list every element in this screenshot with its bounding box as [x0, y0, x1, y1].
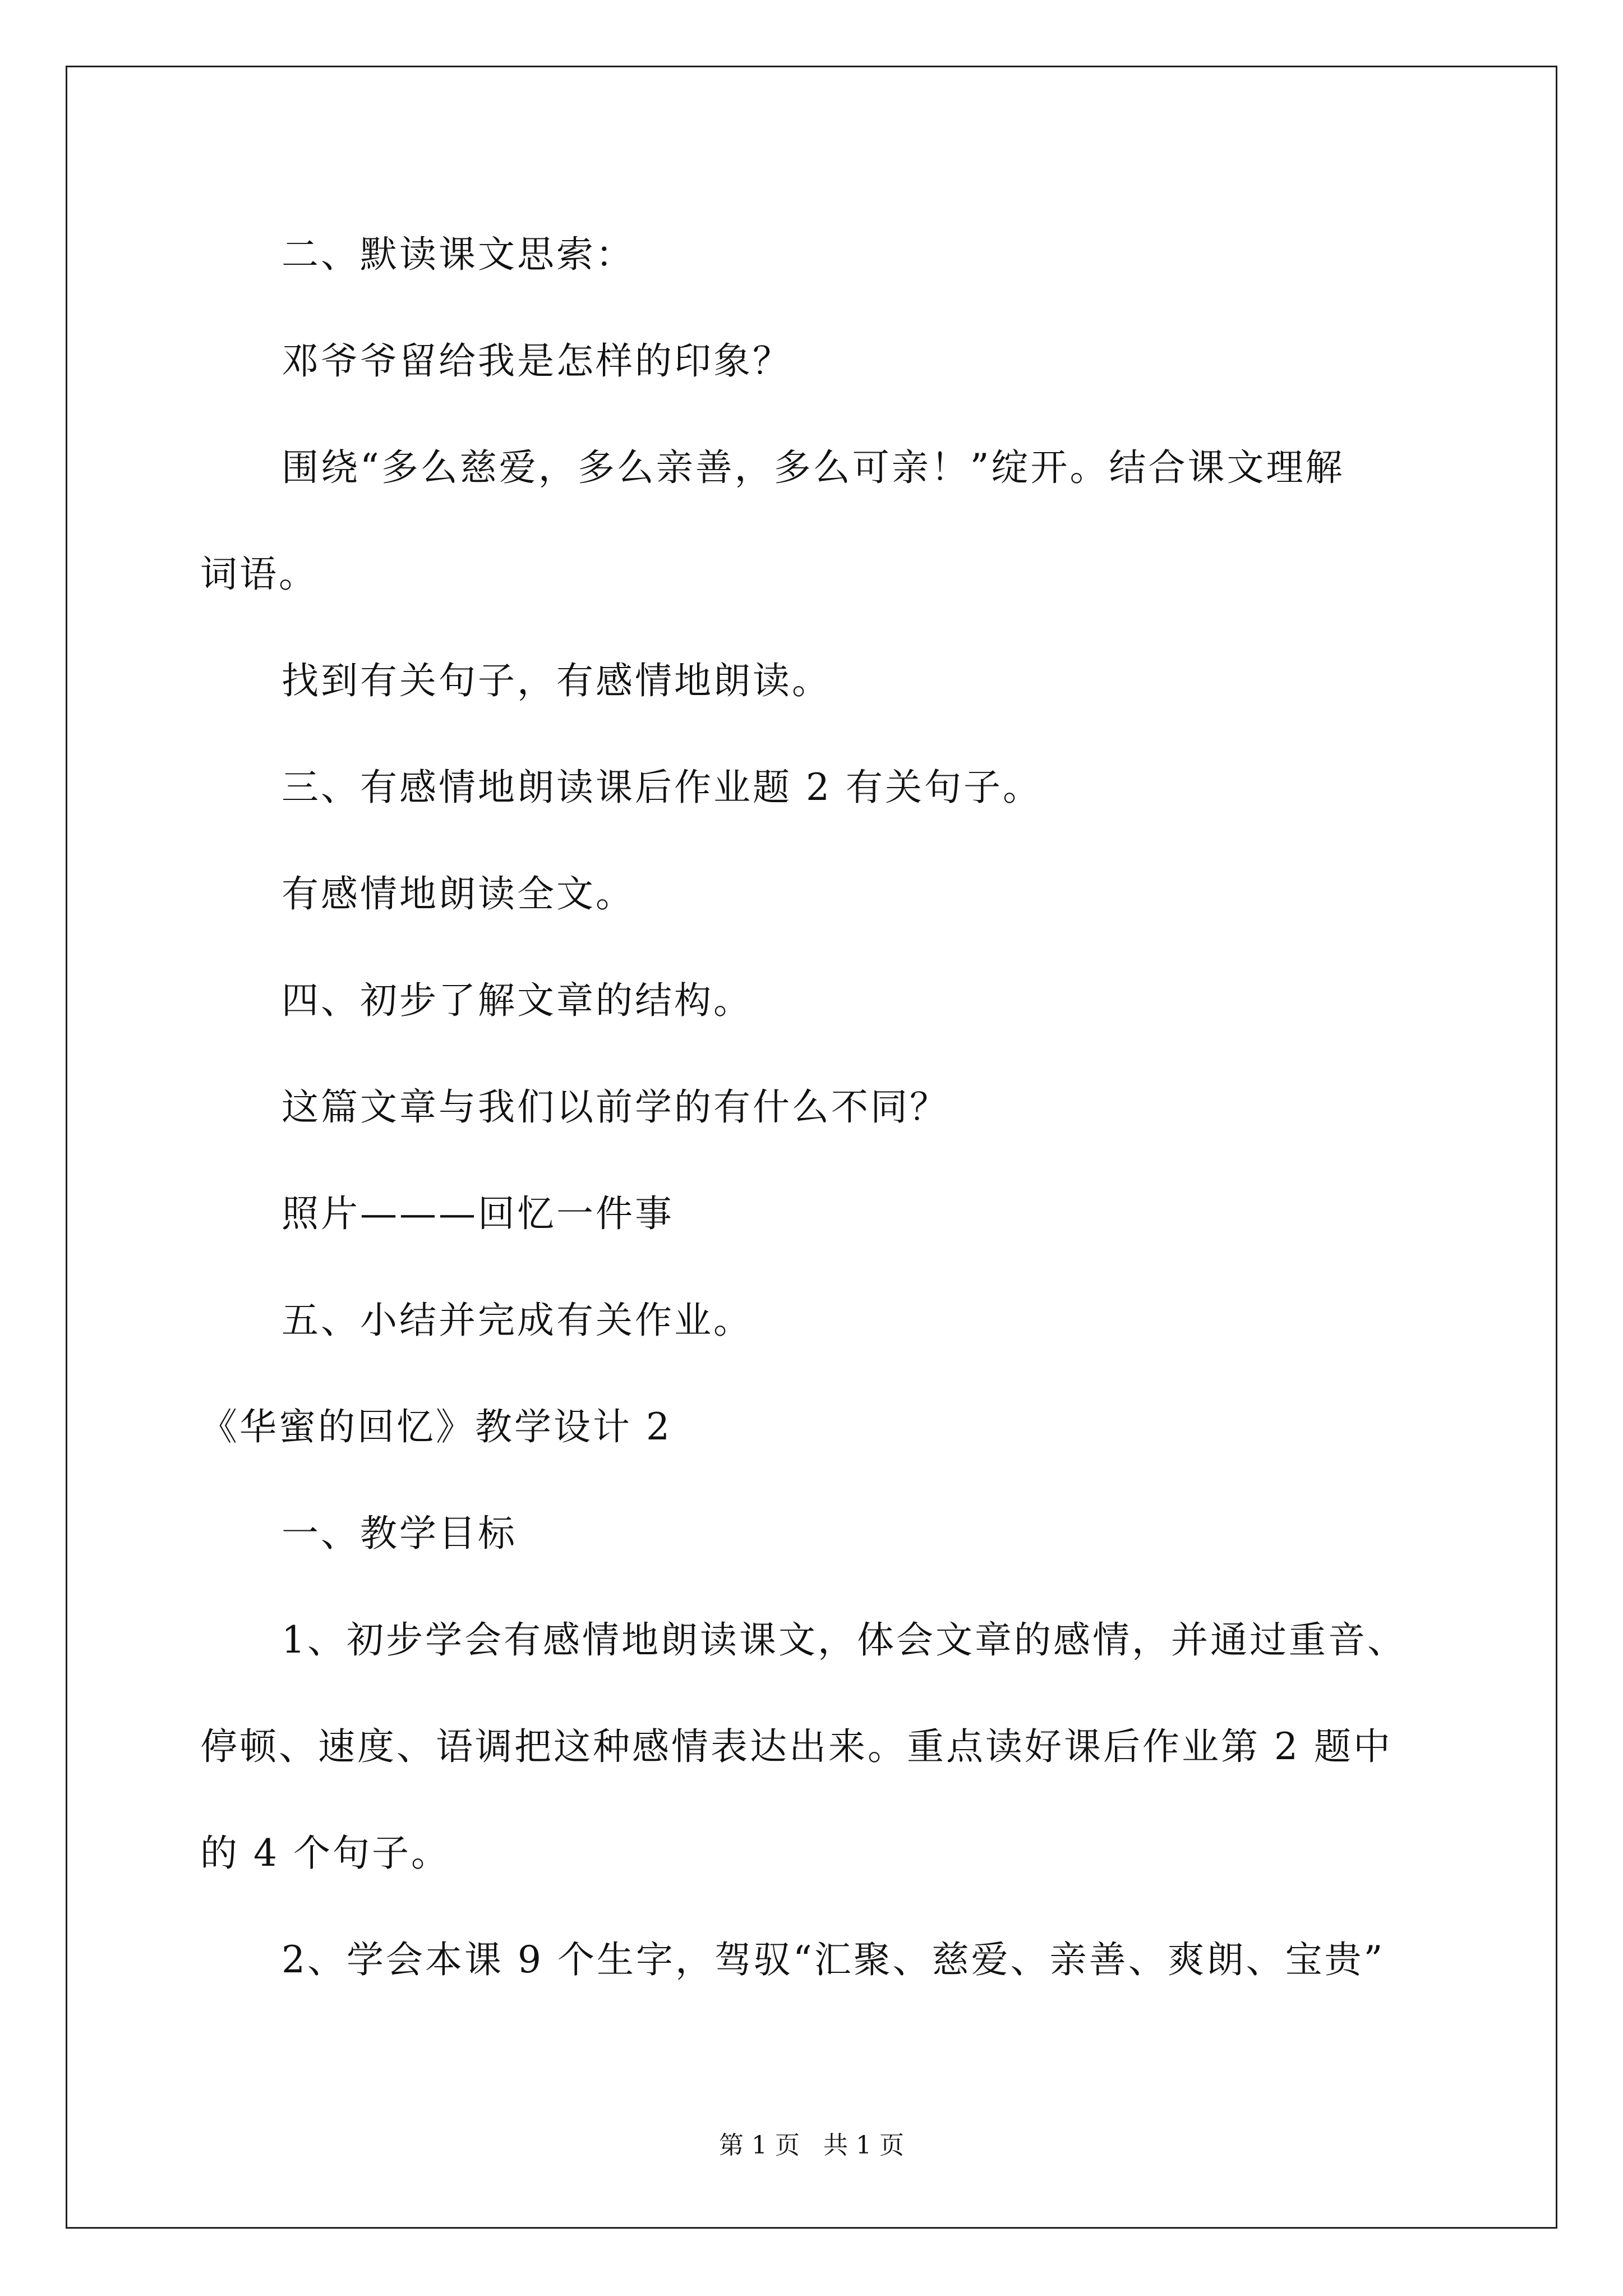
paragraph-line: 有感情地朗读全文。	[282, 872, 635, 915]
paragraph-line: 三、有感情地朗读课后作业题 2 有关句子。	[282, 766, 1042, 809]
paragraph-line: 五、小结并完成有关作业。	[282, 1299, 753, 1342]
paragraph-line: 找到有关句子，有感情地朗读。	[282, 659, 831, 702]
paragraph-line: 照片———回忆一件事	[282, 1192, 674, 1235]
page-border	[66, 66, 1557, 2229]
paragraph-line: 停顿、速度、语调把这种感情表达出来。重点读好课后作业第 2 题中	[200, 1725, 1393, 1768]
section-title: 《华蜜的回忆》教学设计 2	[200, 1405, 672, 1448]
paragraph-line: 二、默读课文思索：	[282, 233, 635, 276]
page-total: 共 1 页	[823, 2131, 904, 2160]
paragraph-line: 的 4 个句子。	[200, 1832, 450, 1875]
paragraph-line: 1、初步学会有感情地朗读课文，体会文章的感情，并通过重音、	[282, 1618, 1407, 1662]
paragraph-line: 邓爷爷留给我是怎样的印象？	[282, 339, 792, 383]
page-footer	[0, 2129, 1623, 2162]
paragraph-line: 一、教学目标	[282, 1512, 517, 1555]
paragraph-line: 围绕“多么慈爱，多么亲善，多么可亲！”绽开。结合课文理解	[282, 446, 1345, 489]
paragraph-line: 词语。	[200, 553, 318, 596]
paragraph-line: 2、学会本课 9 个生字，驾驭“汇聚、慈爱、亲善、爽朗、宝贵”	[282, 1938, 1385, 1981]
page-number: 第 1 页	[719, 2131, 800, 2160]
paragraph-line: 四、初步了解文章的结构。	[282, 979, 753, 1022]
paragraph-line: 这篇文章与我们以前学的有什么不同？	[282, 1085, 949, 1129]
